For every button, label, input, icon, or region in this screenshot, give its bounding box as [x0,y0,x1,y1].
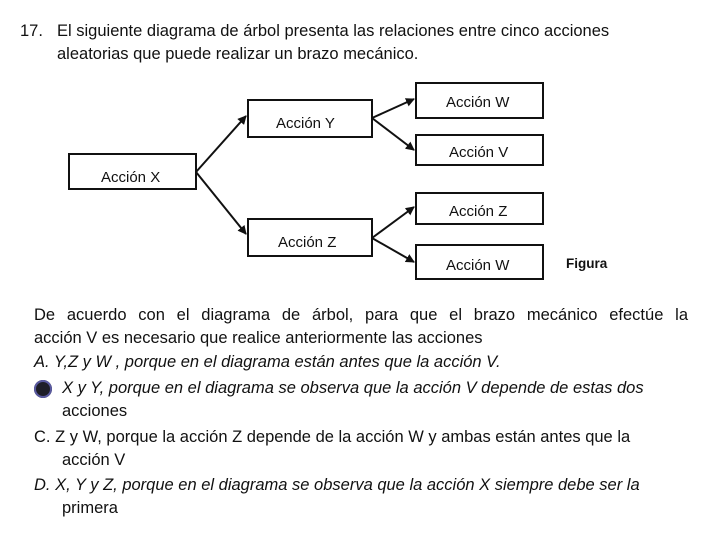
option-d-line-2: primera [62,499,118,517]
node-label-accion-y: Acción Y [276,115,335,132]
option-c-line-2: acción V [62,451,126,469]
question-number: 17. [20,22,43,40]
option-b-line-2: acciones [62,402,128,420]
question-text-line-2: aleatorias que puede realizar un brazo mecánico. [57,45,419,63]
arrow-y-to-w [372,99,414,118]
arrow-z-to-w [372,238,414,262]
arrow-y-to-v [372,118,414,150]
option-b-line-1[interactable] [62,377,644,400]
arrow-z-to-z [372,207,414,238]
node-label-accion-x: Acción X [101,169,161,186]
option-a[interactable]: A. Y,Z y W , porque en el diagrama están antes que la acción V. [34,353,501,371]
node-label-accion-z-mid: Acción Z [278,234,337,251]
node-label-leaf-w-top: Acción W [446,94,510,111]
arrow-x-to-z [196,172,246,234]
option-c-line-1[interactable]: C. Z y W, porque la acción Z depende de la acción W y ambas están antes que la [34,428,631,446]
body-text-line-1: De acuerdo con el diagrama de árbol, para que el brazo mecánico efectúe la [34,306,688,324]
figure-label: Figura [566,256,608,271]
node-label-leaf-v: Acción V [449,144,509,161]
node-label-leaf-z: Acción Z [449,203,508,220]
node-label-leaf-w-bottom: Acción W [446,257,510,274]
selected-option-marker-icon[interactable] [34,380,52,398]
option-b-text-1: X y Y, porque en el diagrama se observa que la acción V depende de estas dos [62,379,644,397]
body-text-line-2: acción V es necesario que realice anteriormente las acciones [34,329,483,347]
arrow-x-to-y [196,116,246,172]
option-d-line-1[interactable]: D. X, Y y Z, porque en el diagrama se observa que la acción X siempre debe ser la [34,476,640,494]
question-text-line-1: El siguiente diagrama de árbol presenta las relaciones entre cinco acciones [57,22,610,40]
